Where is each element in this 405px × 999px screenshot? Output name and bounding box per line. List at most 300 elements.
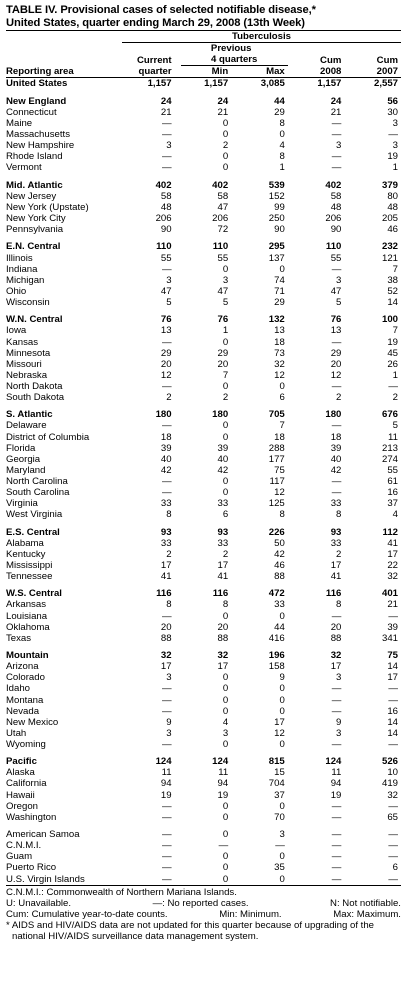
area-cell: Alabama <box>6 537 44 549</box>
table-row <box>6 767 401 778</box>
cum-2008-cell: — <box>331 683 342 695</box>
cum-2008-cell: 48 <box>330 201 342 213</box>
min-cell: 4 <box>222 716 229 728</box>
max-cell: 117 <box>269 475 285 487</box>
current-quarter-cell: 29 <box>160 347 172 359</box>
cum-2007-cell: 10 <box>387 767 398 779</box>
cum-2008-cell: — <box>331 420 342 432</box>
area-cell: Arizona <box>6 661 39 673</box>
min-cell: 124 <box>212 756 229 768</box>
area-cell: Ohio <box>6 285 27 297</box>
max-cell: 17 <box>274 716 285 728</box>
current-quarter-cell: — <box>162 151 172 163</box>
current-quarter-cell: — <box>162 840 172 852</box>
min-cell: 29 <box>217 347 229 359</box>
cum-2007-cell: 1 <box>392 369 398 381</box>
cum-2008-cell: 76 <box>330 314 342 326</box>
max-cell: 37 <box>274 789 285 801</box>
table-header <box>6 31 401 78</box>
cum-2008-cell: — <box>331 117 342 129</box>
cum-2007-cell: 7 <box>392 325 398 337</box>
current-quarter-cell: — <box>162 811 172 823</box>
current-quarter-cell: 17 <box>160 661 172 673</box>
max-cell: 18 <box>274 431 285 443</box>
table-row <box>6 213 401 224</box>
current-quarter-cell: 58 <box>160 190 172 202</box>
current-quarter-cell: 110 <box>156 241 172 253</box>
max-cell: 12 <box>274 369 285 381</box>
max-cell: 0 <box>279 851 285 863</box>
current-quarter-cell: 55 <box>160 252 172 264</box>
area-cell: Kentucky <box>6 548 46 560</box>
footnote-unavailable: U: Unavailable. <box>6 897 72 909</box>
max-cell: 15 <box>274 767 285 779</box>
current-quarter-cell: 116 <box>156 588 172 600</box>
area-cell: C.N.M.I. <box>6 840 42 852</box>
area-cell: New Mexico <box>6 716 59 728</box>
current-quarter-cell: 21 <box>160 106 172 118</box>
min-cell: 3 <box>222 727 229 739</box>
max-cell: 75 <box>274 464 285 476</box>
cum-2007-cell: 75 <box>387 650 398 662</box>
max-cell: 29 <box>274 106 285 118</box>
max-cell: 8 <box>279 509 285 521</box>
cum-2008-cell: — <box>331 263 342 275</box>
current-quarter-cell: — <box>162 851 172 863</box>
area-cell: Oklahoma <box>6 621 50 633</box>
current-quarter-cell: — <box>162 162 172 174</box>
current-quarter-cell: — <box>162 129 172 141</box>
cum-2008-cell: 17 <box>330 559 342 571</box>
cum-2007-cell: — <box>388 610 398 622</box>
min-cell: 8 <box>222 599 229 611</box>
current-quarter-cell: 41 <box>160 571 172 582</box>
cum-2007-cell: 16 <box>387 705 398 717</box>
min-cell: 0 <box>222 431 229 443</box>
current-quarter-cell: 206 <box>155 213 172 224</box>
cum-2007-cell: — <box>388 380 398 392</box>
cum-2007-cell: 19 <box>387 151 398 163</box>
table-row <box>6 202 401 213</box>
region-row <box>6 588 401 599</box>
cum-2008-cell: — <box>331 840 342 852</box>
min-cell: 0 <box>222 873 229 885</box>
cum-2008-cell: — <box>331 862 342 874</box>
area-cell: Missouri <box>6 358 42 370</box>
area-cell: Louisiana <box>6 610 48 622</box>
current-quarter-cell: — <box>162 862 172 874</box>
current-quarter-cell: — <box>162 800 172 812</box>
cum-2008-cell: 24 <box>330 95 342 107</box>
cum-2008-cell: — <box>331 705 342 717</box>
region-row <box>6 241 401 252</box>
table-row <box>6 487 401 498</box>
table-row <box>6 359 401 370</box>
area-cell: Oregon <box>6 800 38 812</box>
cum-2008-cell: 3 <box>336 727 342 739</box>
quarter-header: quarter <box>138 66 172 78</box>
min-cell: 55 <box>217 252 229 264</box>
min-cell: 116 <box>212 588 229 600</box>
area-cell: Rhode Island <box>6 151 63 163</box>
current-quarter-cell: 402 <box>155 179 172 191</box>
table-row <box>6 454 401 465</box>
table-row <box>6 370 401 381</box>
min-cell: 1,157 <box>204 78 229 90</box>
max-cell: 8 <box>279 151 285 163</box>
min-cell: 1 <box>222 325 229 337</box>
cum-2008-cell: — <box>331 336 342 348</box>
area-cell: American Samoa <box>6 829 80 841</box>
max-cell: 1 <box>279 162 285 174</box>
cum-2008-cell: 90 <box>330 224 342 236</box>
max-cell: 70 <box>274 811 285 823</box>
table-row <box>6 297 401 308</box>
max-cell: 0 <box>279 683 285 695</box>
area-cell: Guam <box>6 851 33 863</box>
max-cell: 44 <box>274 95 285 107</box>
cum-2008-cell: — <box>331 738 342 750</box>
footnotes <box>6 887 401 943</box>
cum-2007-cell: 3 <box>392 117 398 129</box>
year-2007-header: 2007 <box>376 66 398 78</box>
cum-2008-cell: — <box>331 487 342 499</box>
max-cell: 472 <box>268 588 285 600</box>
cum-2008-cell: 20 <box>330 358 342 370</box>
area-cell: Washington <box>6 811 57 823</box>
table-row <box>6 683 401 694</box>
table-row <box>6 840 401 851</box>
max-cell: 29 <box>274 296 285 308</box>
current-quarter-cell: 47 <box>160 285 172 297</box>
cum-2008-cell: 58 <box>330 190 342 202</box>
footnote-max: Max: Maximum. <box>333 909 401 921</box>
area-cell: Alaska <box>6 767 35 779</box>
current-quarter-cell: 3 <box>166 274 172 286</box>
region-row <box>6 756 401 767</box>
cum-2008-cell: 33 <box>330 498 342 510</box>
table-row <box>6 717 401 728</box>
cum-2007-cell: 4 <box>392 509 398 521</box>
cum-2008-cell: 12 <box>330 369 342 381</box>
table-row <box>6 286 401 297</box>
area-cell: Colorado <box>6 672 45 684</box>
cum-2007-cell: 16 <box>387 487 398 499</box>
table-row <box>6 509 401 520</box>
current-quarter-cell: — <box>162 380 172 392</box>
cum-2007-cell: 112 <box>382 526 398 538</box>
cum-2008-cell: — <box>331 151 342 163</box>
cum-2008-cell: — <box>331 851 342 863</box>
min-cell: 0 <box>222 129 229 141</box>
max-cell: 0 <box>279 610 285 622</box>
cum-2007-cell: — <box>388 829 398 841</box>
max-cell: 226 <box>268 526 285 538</box>
area-cell: Indiana <box>6 263 38 275</box>
cum-2008-cell: 9 <box>336 716 342 728</box>
max-cell: 196 <box>268 650 285 662</box>
area-cell: South Dakota <box>6 392 65 403</box>
max-cell: 704 <box>268 778 285 790</box>
min-cell: 0 <box>222 851 229 863</box>
cum-2008-cell: — <box>331 380 342 392</box>
cum-2007-cell: 213 <box>381 442 398 454</box>
table-row <box>6 695 401 706</box>
current-quarter-cell: 8 <box>166 509 172 521</box>
area-cell: Virginia <box>6 498 38 510</box>
table-row <box>6 275 401 286</box>
current-quarter-cell: — <box>162 420 172 432</box>
area-cell: Mountain <box>6 650 49 662</box>
area-cell: E.N. Central <box>6 241 61 253</box>
table-row <box>6 549 401 560</box>
area-cell: North Carolina <box>6 475 68 487</box>
min-cell: 2 <box>222 548 229 560</box>
table-row <box>6 129 401 140</box>
cum-2008-cell: — <box>331 694 342 706</box>
min-cell: 32 <box>217 650 229 662</box>
current-quarter-cell: 20 <box>160 621 172 633</box>
max-cell: 295 <box>268 241 285 253</box>
max-cell: 73 <box>274 347 285 359</box>
table-row <box>6 118 401 129</box>
cum-2007-cell: 526 <box>381 756 398 768</box>
area-cell: Nebraska <box>6 369 48 381</box>
table-row <box>6 571 401 582</box>
current-quarter-cell: 2 <box>166 548 172 560</box>
area-cell: Mid. Atlantic <box>6 179 63 191</box>
current-quarter-cell: — <box>162 475 172 487</box>
area-cell: California <box>6 778 47 790</box>
cum-2007-cell: 2 <box>392 392 398 403</box>
cum-2007-cell: 419 <box>381 778 398 790</box>
current-quarter-cell: — <box>162 694 172 706</box>
min-header: Min <box>211 66 229 78</box>
min-cell: 0 <box>222 672 229 684</box>
disease-header: Tuberculosis <box>118 31 401 43</box>
cum-2008-cell: 20 <box>330 621 342 633</box>
min-cell: 33 <box>217 498 229 510</box>
table-row <box>6 476 401 487</box>
area-cell: Maryland <box>6 464 46 476</box>
max-cell: 152 <box>268 190 285 202</box>
table-row <box>6 264 401 275</box>
table-row <box>6 728 401 739</box>
footnote-cnmi: C.N.M.I.: Commonwealth of Northern Mariana Islands. <box>6 886 237 898</box>
max-cell: 46 <box>274 559 285 571</box>
current-quarter-cell: — <box>162 336 172 348</box>
cum-2007-cell: 22 <box>387 559 398 571</box>
cum-2007-cell: 3 <box>392 140 398 152</box>
area-cell: Wyoming <box>6 738 46 750</box>
cum-2008-cell: — <box>331 610 342 622</box>
cum-2007-cell: 41 <box>387 537 398 549</box>
min-cell: 47 <box>217 285 229 297</box>
min-cell: 0 <box>222 829 229 841</box>
current-quarter-cell: 12 <box>160 369 172 381</box>
current-quarter-cell: 32 <box>160 650 172 662</box>
area-cell: United States <box>6 78 68 90</box>
area-cell: Idaho <box>6 683 31 695</box>
max-cell: 7 <box>279 420 285 432</box>
region-row <box>6 650 401 661</box>
current-quarter-cell: 40 <box>160 453 172 465</box>
cum-2007-cell: 14 <box>387 727 398 739</box>
cum-2007-cell: 21 <box>387 599 398 611</box>
max-cell: 705 <box>268 409 285 421</box>
cum-2008-cell: 1,157 <box>317 78 342 90</box>
table-row <box>6 140 401 151</box>
max-cell: 88 <box>274 571 285 582</box>
table-row <box>6 538 401 549</box>
table-row <box>6 191 401 202</box>
cum-2007-cell: — <box>388 694 398 706</box>
max-cell: 0 <box>279 694 285 706</box>
min-cell: 402 <box>212 179 229 191</box>
current-quarter-cell: 11 <box>161 767 172 779</box>
footnote-no-cases: —: No reported cases. <box>152 897 249 909</box>
current-quarter-cell: — <box>162 705 172 717</box>
max-cell: 12 <box>274 727 285 739</box>
table-row <box>6 151 401 162</box>
max-cell: 137 <box>268 252 285 264</box>
cum-2008-cell: — <box>331 811 342 823</box>
max-cell: 177 <box>268 453 285 465</box>
cum-2008-cell: 17 <box>330 661 342 673</box>
min-cell: 0 <box>222 738 229 750</box>
table-row <box>6 829 401 840</box>
cum-2008-cell: 5 <box>336 296 342 308</box>
table-row <box>6 498 401 509</box>
area-cell: S. Atlantic <box>6 409 53 421</box>
cum-2007-cell: 205 <box>381 213 398 224</box>
table-row <box>6 107 401 118</box>
max-cell: 4 <box>279 140 285 152</box>
table-row <box>6 253 401 264</box>
cum-2008-cell: 180 <box>325 409 342 421</box>
cum-2008-cell: 41 <box>330 571 342 582</box>
table-title-line-2: United States, quarter ending March 29, 2008 (13th Week) <box>6 17 305 29</box>
min-cell: 0 <box>222 420 229 432</box>
max-cell: 0 <box>279 705 285 717</box>
max-cell: 33 <box>274 599 285 611</box>
cum-2007-cell: 5 <box>392 420 398 432</box>
min-cell: 0 <box>222 811 229 823</box>
table-row <box>6 862 401 873</box>
max-header: Max <box>266 66 285 78</box>
tuberculosis-table <box>6 31 401 885</box>
area-cell: W.N. Central <box>6 314 63 326</box>
max-cell: 0 <box>279 263 285 275</box>
min-cell: 17 <box>217 661 229 673</box>
current-quarter-cell: 18 <box>160 431 172 443</box>
current-quarter-cell: 42 <box>160 464 172 476</box>
table-body <box>6 78 401 884</box>
cum-2008-cell: 42 <box>330 464 342 476</box>
max-cell: — <box>275 840 285 852</box>
table-row <box>6 381 401 392</box>
previous-header: Previous <box>210 43 252 55</box>
area-cell: Maine <box>6 117 33 129</box>
cum-2007-cell: 45 <box>387 347 398 359</box>
area-cell: Tennessee <box>6 571 53 582</box>
current-header: Current <box>136 54 172 66</box>
min-cell: 0 <box>222 610 229 622</box>
table-title-line-1: TABLE IV. Provisional cases of selected notifiable disease,* <box>6 4 316 16</box>
cum-2008-cell: 39 <box>330 442 342 454</box>
area-cell: Massachusetts <box>6 129 70 141</box>
max-cell: 250 <box>268 213 285 224</box>
area-cell: Montana <box>6 694 44 706</box>
cum-2007-cell: 48 <box>387 201 398 213</box>
table-row <box>6 661 401 672</box>
cum-2007-cell: 32 <box>387 789 398 801</box>
min-cell: 0 <box>222 800 229 812</box>
min-cell: 58 <box>217 190 229 202</box>
table-row <box>6 325 401 336</box>
cum-2008-cell: 3 <box>336 274 342 286</box>
cum-2007-cell: 17 <box>387 672 398 684</box>
cum-2007-cell: — <box>388 683 398 695</box>
region-row <box>6 409 401 420</box>
cum-2007-cell: 14 <box>387 296 398 308</box>
min-cell: 6 <box>222 509 229 521</box>
area-cell: Pacific <box>6 756 37 768</box>
current-quarter-cell: 3 <box>166 672 172 684</box>
min-cell: 72 <box>217 224 229 236</box>
max-cell: 90 <box>274 224 285 236</box>
cum-2007-cell: 52 <box>387 285 398 297</box>
area-cell: Arkansas <box>6 599 46 611</box>
area-cell: Delaware <box>6 420 47 432</box>
area-cell: North Dakota <box>6 380 63 392</box>
min-cell: 5 <box>222 296 229 308</box>
area-cell: New York (Upstate) <box>6 201 89 213</box>
current-quarter-cell: — <box>162 263 172 275</box>
max-cell: 132 <box>268 314 285 326</box>
cum-2007-cell: 232 <box>381 241 398 253</box>
current-quarter-cell: 48 <box>160 201 172 213</box>
max-cell: 416 <box>268 632 285 644</box>
cum-2007-cell: 26 <box>387 358 398 370</box>
table-row <box>6 611 401 622</box>
area-cell: Mississippi <box>6 559 53 571</box>
current-quarter-cell: 2 <box>166 392 172 403</box>
area-cell: South Carolina <box>6 487 70 499</box>
table-row <box>6 337 401 348</box>
cum-2007-cell: 39 <box>387 621 398 633</box>
cum-2008-cell: — <box>331 873 342 885</box>
cum-2008-cell: — <box>331 475 342 487</box>
area-cell: Michigan <box>6 274 45 286</box>
min-cell: 11 <box>218 767 229 779</box>
area-cell: New England <box>6 95 67 107</box>
cum-2008-cell: 2 <box>336 392 342 403</box>
current-quarter-cell: 1,157 <box>147 78 172 90</box>
min-cell: 0 <box>222 380 229 392</box>
table-row <box>6 348 401 359</box>
area-cell: W.S. Central <box>6 588 62 600</box>
current-quarter-cell: 90 <box>160 224 172 236</box>
current-quarter-cell: 33 <box>160 537 172 549</box>
current-quarter-cell: 13 <box>160 325 172 337</box>
cum-2007-cell: 55 <box>387 464 398 476</box>
cum-2007-cell: — <box>388 873 398 885</box>
table-row <box>6 443 401 454</box>
min-cell: 0 <box>222 705 229 717</box>
max-cell: 3,085 <box>260 78 285 90</box>
cum-2007-cell: 32 <box>387 571 398 582</box>
